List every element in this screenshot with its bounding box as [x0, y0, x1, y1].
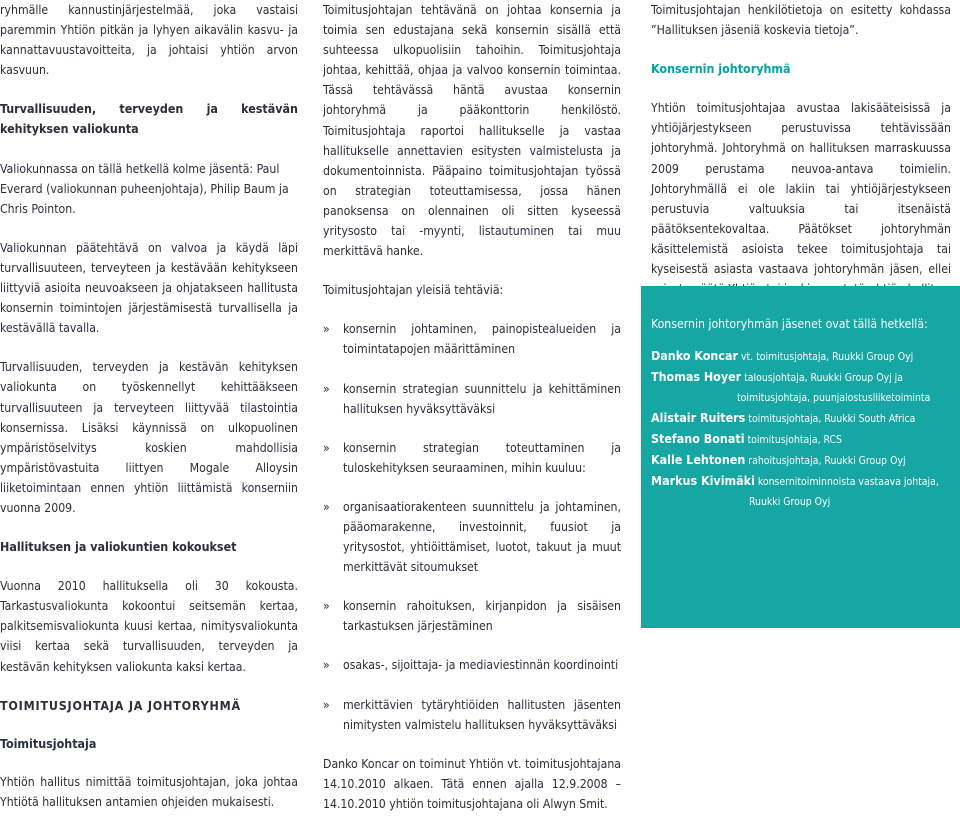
duties-list	[323, 319, 621, 734]
member-role: talousjohtaja, Ruukki Group Oyj ja	[741, 372, 903, 384]
bullet-icon: »	[323, 322, 330, 337]
member-role: toimitusjohtaja, Ruukki South Africa	[745, 413, 916, 425]
member-name: Kalle Lehtonen	[651, 452, 746, 467]
middle-column	[323, 0, 621, 833]
ceo-info-paragraph: Toimitusjohtajan henkilötietoja on esitetty kohdassa ”Hallituksen jäseniä koskevia tietoja”.	[651, 3, 951, 38]
bullet-icon: »	[323, 658, 330, 673]
bullet-icon: »	[323, 499, 330, 514]
section-heading: TOIMITUSJOHTAJA JA JOHTORYHMÄ	[0, 697, 241, 713]
duty-text: konsernin strategian suunnittelu ja kehittäminen hallituksen hyväksyttäväksi	[343, 381, 621, 416]
member-row	[651, 367, 950, 388]
ceo-heading: Toimitusjohtaja	[0, 735, 97, 751]
committee-task-paragraph: Valiokunnan päätehtävä on valvoa ja käydä läpi turvallisuuteen, terveyteen ja kestävään kehitykseen liittyviä asioita neuvoakseen ja ohjatakseen hallitusta konsernin toimintojen järjestämisestä turvallisella ja kestävällä tavalla.	[0, 240, 298, 336]
duty-text: merkittävien tytäryhtiöiden hallitusten jäsenten nimitysten valmistelu hallituksen hyväksyttäväksi	[343, 697, 621, 732]
member-role: toimitusjohtaja, RCS	[744, 434, 842, 446]
duty-text: konsernin strategian toteuttaminen ja tuloskehityksen seuraaminen, mihin kuuluu:	[343, 440, 621, 475]
left-column	[0, 0, 298, 831]
members-box-title: Konsernin johtoryhmän jäsenet ovat tällä hetkellä:	[651, 317, 928, 331]
member-role: vt. toimitusjohtaja, Ruukki Group Oyj	[737, 351, 914, 363]
member-row	[651, 429, 950, 450]
member-role-continued: Ruukki Group Oyj	[749, 496, 831, 508]
duty-item	[323, 596, 621, 636]
member-name: Markus Kivimäki	[651, 473, 755, 488]
duty-text: konsernin johtaminen, painopistealueiden ja toimintatapojen määrittäminen	[343, 322, 621, 357]
bullet-icon: »	[323, 381, 330, 396]
duty-item	[323, 695, 621, 735]
duty-text: osakas-, sijoittaja- ja mediaviestinnän koordinointi	[343, 658, 619, 673]
duty-item	[323, 497, 621, 577]
duty-item	[323, 655, 621, 675]
member-row	[651, 346, 950, 367]
management-group-paragraph: Yhtiön toimitusjohtajaa avustaa lakisääteisissä ja yhtiöjärjestykseen perustuvissa tehtävissään johtoryhmä. Johtoryhmä on hallituksen marraskuussa 2009 perustama neuvoa-antava toimielin. Johtoryhmällä ei ole lakiin tai yhtiöjärjestykseen perustuvia valtuuksia tai itsenäistä päätöksentekovaltaa. Päätökset johtoryhmän käsittelemistä asioista tekee toimitusjohtaja tai kyseisestä asiasta vastaava johtoryhmän jäsen, ellei	[651, 101, 951, 277]
member-list	[651, 346, 950, 512]
member-name: Stefano Bonati	[651, 431, 745, 446]
committee-members-paragraph: Valiokunnassa on tällä hetkellä kolme jäsentä: Paul Everard (valiokunnan puheenjohtaja), Philip Baum ja Chris Pointon.	[0, 161, 289, 216]
meetings-heading: Hallituksen ja valiokuntien kokoukset	[0, 539, 237, 555]
right-column	[651, 0, 951, 318]
member-role: konsernitoiminnoista vastaava johtaja,	[754, 476, 939, 488]
ceo-paragraph: Yhtiön hallitus nimittää toimitusjohtajan, joka johtaa Yhtiötä hallituksen antamien ohjeiden mukaisesti.	[0, 774, 298, 809]
management-members-box	[641, 286, 960, 628]
management-group-heading: Konsernin johtoryhmä	[651, 61, 791, 77]
duty-item	[323, 319, 621, 359]
member-row	[651, 408, 950, 429]
committee-heading: Turvallisuuden, terveyden ja kestävän kehityksen valiokunta	[0, 101, 298, 137]
bullet-icon: »	[323, 697, 330, 712]
member-name: Thomas Hoyer	[651, 369, 742, 384]
member-role: rahoitusjohtaja, Ruukki Group Oyj	[745, 455, 906, 467]
bullet-icon: »	[323, 440, 330, 455]
ceo-duties-paragraph: Toimitusjohtajan tehtävänä on johtaa konsernia ja toimia sen edustajana sekä konsernin sisällä että suhteessa ulkopuolisiin tahoihin. Toimitusjohtaja johtaa, kehittää, ohjaa ja valvoo konsernin toimintaa. Tässä tehtävässä häntä avustaa konsernin johtoryhmä ja pääkonttorin henkilöstö. Toimitusjohtaja raportoi hallitukselle ja vastaa hallitukselle annettavien esitysten valmistelusta ja dokumentoinnista. Pääpaino toimitusjohtajan työssä on strategian toteuttamisessa, jossa hänen panoksensa on olennainen oli sitten kyseessä yritysosto tai -myynti, listautuminen tai muu merkittävä hanke.	[323, 3, 621, 259]
bullet-icon: »	[323, 599, 330, 614]
intro-paragraph: ryhmälle kannustinjärjestelmää, joka vastaisi paremmin Yhtiön pitkän ja lyhyen aikavälin kasvu- ja kannattavuustavoitteita, ja johtaisi yhtiön arvon kasvuun.	[0, 3, 298, 78]
meetings-paragraph: Vuonna 2010 hallituksella oli 30 kokousta. Tarkastusvaliokunta kokoontui seitsemän kertaa, palkitsemisvaliokunta kuusi kertaa, nimitysvaliokunta viisi kertaa sekä turvallisuuden, terveyden ja kestävän kehityksen valiokunta kaksi kertaa.	[0, 579, 298, 674]
member-role-continued: toimitusjohtaja, puunjalostusliiketoiminta	[737, 392, 931, 404]
committee-work-paragraph: Turvallisuuden, terveyden ja kestävän kehityksen valiokunta on työskennellyt kehittääkseen turvallisuuteen ja terveyteen liittyvää tilastointia konsernissa. Lisäksi käynnissä on ulkopuolinen ympäristöselvitys koskien mahdollisia ympäristövastuita liittyen Mogale Alloysin liiketoimintaan ennen yhtiön liittämistä konserniin vuonna 2009.	[0, 360, 298, 515]
member-row	[651, 450, 950, 471]
duty-text: organisaatiorakenteen suunnittelu ja johtaminen, pääomarakenne, investoinnit, fuusiot ja yritysostot, yhtiöittämiset, luotot, takuut ja muut merkittävät sitoumukset	[343, 499, 621, 575]
duty-item	[323, 438, 621, 478]
duty-item	[323, 379, 621, 419]
member-name: Alistair Ruiters	[651, 410, 746, 425]
member-name: Danko Koncar	[651, 348, 738, 363]
appointment-paragraph: Danko Koncar on toiminut Yhtiön vt. toimitusjohtajana 14.10.2010 alkaen. Tätä ennen ajalla 12.9.2008 – 14.10.2010 yhtiön toimitusjohtajana oli Alwyn Smit.	[323, 756, 621, 811]
member-row	[651, 471, 950, 492]
duties-intro: Toimitusjohtajan yleisiä tehtäviä:	[323, 283, 504, 298]
duty-text: konsernin rahoituksen, kirjanpidon ja sisäisen tarkastuksen järjestäminen	[343, 599, 621, 634]
